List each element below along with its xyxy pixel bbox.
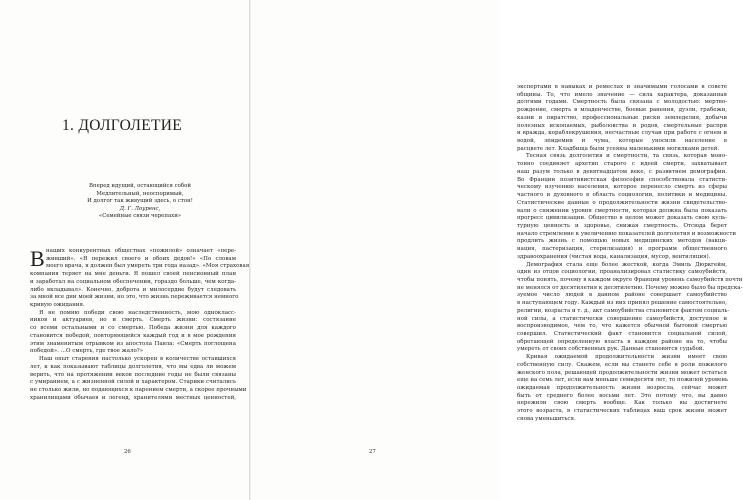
- text-line: казни и пиратство, профессиональные риски земледелия, добычи: [517, 114, 727, 121]
- text-line: с умиранием, а с жизненной силой и характером. Старики считались: [30, 379, 236, 386]
- text-line: нация, пастеризация, стерилизация) и программ общественного: [517, 246, 727, 253]
- text-line: совершил. Статистический факт становится социальной силой,: [517, 331, 727, 337]
- text-line: Демография стала еще более жесткой, когда Эмиль Дюркгейм,: [526, 261, 727, 268]
- chapter-title: 1. ДОЛГОЛЕТИЕ: [62, 117, 183, 134]
- text-line: за мной все дни моей жизни, но это, что жизнь переживается немного: [30, 294, 239, 301]
- text-line: начало стремление к увеличению показателей долголетия и возможности: [517, 230, 737, 237]
- text-line: Я не помню победи свою наследственность, мою однокласс-: [39, 309, 236, 316]
- dropcap-paragraph: [30, 246, 250, 271]
- text-line: не менялся от десятилетия к десятилетию. Почему можно было бы предска-: [517, 284, 743, 291]
- text-line: верить, что на протяжении веков последние годы не были связаны: [30, 371, 236, 378]
- text-line: экспертами в навыках и ремеслах и значимыми голосами в совете: [517, 84, 727, 90]
- epigraph-author: Д. Г. Лоуренс,: [119, 205, 161, 212]
- text-line: частного и духовного в область социологии, политики и медицины.: [517, 192, 727, 199]
- text-line: один из отцов социологии, проанализировал статистику самоубийств,: [517, 269, 727, 276]
- page-number: 26: [124, 449, 131, 455]
- text-line: здравоохранения (чистая вода, канализация, мусор, вентиляция).: [517, 253, 711, 260]
- text-line: умереть от своих собственных рук. Данные становятся судьбой.: [517, 346, 705, 353]
- text-line: ческому изучению населения, которое перенесло смерть из сферы: [517, 184, 727, 191]
- text-line: воспроизводимое, чем то, что кажется обычной бытовой смертью: [517, 323, 727, 330]
- text-line: Наш опыт старения настолько ускорен в количестве оставшихся: [39, 356, 236, 363]
- text-line: чтобы понять, почему в каждом округе Франции уровень самоубийств почти: [517, 276, 743, 283]
- dropcap-letter: В: [30, 246, 45, 271]
- text-line: не столько жили, но подающихся к парением смерти, а скорее прочными: [30, 386, 247, 393]
- text-line: либо вкладывал». Конечно, доброта и милосердие будут следовать: [30, 286, 236, 293]
- epigraph-source: «Семейные связи черепахи»: [98, 213, 182, 220]
- left-page: [0, 0, 249, 500]
- text-line: со всеми остальными и со смертью. Победа жизни для каждого: [30, 325, 236, 332]
- text-line: этим знаменитым отрывком из апостола Павла: «Смерть поглощена: [30, 340, 236, 347]
- text-line: ной силы, а статистически совершение самоубийств, доступное и: [517, 315, 727, 322]
- text-line: прогресс цивилизации. Общество в целом может доказать свою куль-: [517, 215, 727, 222]
- epigraph-line: Вперед идущий, остающийся собой: [89, 183, 191, 189]
- text-line: быть от среднего более восьми лет. Это потому что, вы давно: [517, 392, 727, 399]
- text-line: религии, возраста и т. д., акт самоубийства становится фактом социаль-: [517, 307, 730, 314]
- text-line: живший». «Я пережил своего и обоих дедов!» «По словам: [46, 255, 236, 262]
- text-line: тонно соединяет архетип старого с идеей смерти, захватывает: [517, 161, 727, 168]
- text-line: наш разум только в девятнадцатом веке, с развитием демографии.: [517, 168, 727, 175]
- text-line: еще на семь лет, если вам меньше семидесяти лет, то пожилой уровень: [517, 377, 728, 384]
- right-page: [251, 0, 743, 500]
- text-line: лет, к как показывают таблицы долголетия, что мы едва ли можем: [30, 363, 236, 370]
- page-number: 27: [369, 449, 376, 455]
- text-line: ников и актуариев, но и смерть. Смерть жизни: состязание: [30, 317, 236, 324]
- text-line: полезных ископаемых, рыболовства и родов, смертельные распри: [517, 122, 727, 129]
- text-line: становится победой, повторяющейся каждый год и в мое рождения: [30, 332, 236, 339]
- text-line: хранилищами обычаев и легенд, хранителями местных ценностей,: [30, 394, 236, 401]
- text-line: в наступающем году. Каждый из них принял решение самостоятельно,: [517, 300, 727, 307]
- text-line: Тесная связь долголетия и смертности, та связь, которая моно-: [526, 153, 727, 160]
- text-line: моего врача, я должен был умереть три года назад». «Моя страховая: [46, 263, 250, 270]
- left-body-text: [30, 246, 250, 402]
- text-line: обретающей определенную власть в каждом районе на то, чтобы: [517, 338, 727, 345]
- text-line: женского пола, решающей продолжительности жизни может остаться: [517, 369, 727, 376]
- text-line: турную ценность и здоровье, снижая смертность. Отсюда берет: [517, 222, 727, 229]
- text-line: и заработал на социальном обеспечении, гораздо больше, чем когда-: [30, 278, 236, 285]
- text-line: и вражда, кораблекрушения, несчастные случаи при работе с огнем и: [517, 130, 727, 137]
- text-line: победой». ...О смерть, где твое жало?»: [30, 348, 144, 355]
- text-line: пережили свою смерть вообще. Как только вы достигнете: [517, 400, 727, 407]
- text-line: общины. То, что имело значение — сила характера, доказанная: [517, 91, 727, 98]
- text-line: расцвете лет. Кладбища были усеяны маленькими могилками детей.: [517, 145, 720, 152]
- text-line: продлить жизнь с помощью новых медицинских методов (вакци-: [517, 238, 727, 245]
- text-line: Кривая ожидаемой продолжительности жизни имеет свою: [526, 354, 727, 361]
- text-line: этого возраста, в статистических таблицах ваш срок жизни может: [517, 408, 727, 415]
- text-line: вали о снижении уровня смертности, которая должна была показать: [517, 207, 727, 214]
- text-line: ожидаемая продолжительность жизни возросла, сейчас может: [517, 385, 727, 392]
- text-line: Во Франции позитивистская философия способствовала статисти-: [517, 176, 727, 183]
- text-line: долгими годами. Смертность была связана с молодостью: мертво-: [517, 99, 727, 106]
- right-body-text: [517, 84, 743, 424]
- text-line: зуемое число людей в данном районе совершает самоубийство: [517, 292, 727, 299]
- text-line: кривую ожидания.: [30, 302, 85, 309]
- text-line: Статистические данные о продолжительности жизни свидетельство-: [517, 199, 727, 206]
- text-line: снова уменьшиться.: [517, 415, 576, 422]
- text-line: водой, эпидемии и чума, которые уносили население в: [517, 138, 727, 145]
- epigraph: [40, 183, 240, 221]
- epigraph-line: И долгог так живущий здесь, о стон!: [87, 198, 193, 205]
- text-line: собственную силу. Скажем, если вы станете себе в роли пожилого: [517, 361, 727, 368]
- text-line: рождение, смерть в младенчестве, боевые ранения, дуэли, грабежи,: [517, 107, 727, 114]
- text-line: наших конкурентных обществах «пожилой» означает «пере-: [46, 248, 236, 254]
- text-line: компания теряет на мне деньги. Я пошел своей пенсионный план: [30, 271, 236, 278]
- epigraph-line: Медлительный, неоспоримый,: [96, 190, 184, 197]
